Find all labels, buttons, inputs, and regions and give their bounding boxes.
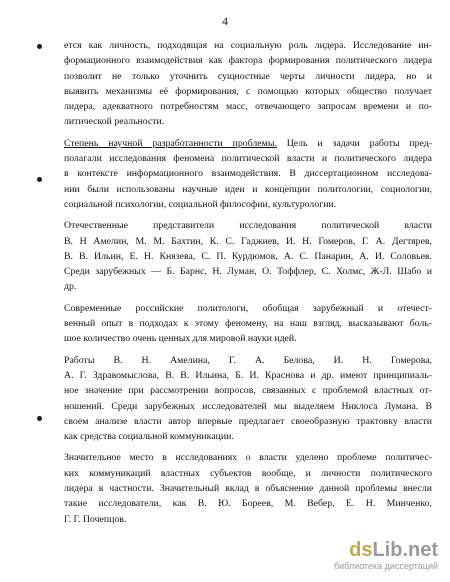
text-line: своем анализе власти автор впервые предлагает своеобразную трактовку власти	[64, 415, 432, 427]
text-line: как средства социальной коммуникации.	[64, 431, 234, 443]
text-line: В. В. Ильин, Е. Н. Князева, С. П. Курдюмов, А. С. Панарин, А. И. Соловьев.	[64, 250, 432, 262]
dslib-watermark	[318, 540, 438, 572]
text-line: ких коммуникаций властных субъектов вообще, и личности политического	[64, 467, 432, 479]
dslib-logo: dsLib.net	[349, 539, 438, 561]
text-line: в контексте информационного взаимодействия. В диссертационном исследова-	[64, 168, 432, 180]
text-line: социальной психологии, социальной философии, культурологии.	[64, 198, 337, 210]
margin-dot	[37, 416, 42, 421]
text-line: В. Н Амелин, М. М. Бахтин, К. С. Гаджиев, И. Н. Гомеров, Г. А. Дегтярев,	[64, 235, 432, 247]
text-line: формационного взаимодействия как фактора формирования политического лидера	[64, 55, 432, 67]
text-line: Современные российские политологи, обобщая зарубежный и отечест-	[64, 302, 432, 314]
line-text: Цель и задачи работы пред-	[276, 137, 432, 149]
text-line: Среди зарубежных — Б. Барнс, Н. Луман, О. Тоффлер, С. Холмс, Ж-Л. Шабо и	[64, 266, 432, 278]
page-number: 4	[222, 14, 228, 28]
text-line: выявить механизмы её формирования, с помощью которых общество получает	[64, 85, 432, 97]
text-line: др.	[64, 281, 77, 293]
text-line: ношений. Среди зарубежных исследователей мы выделяем Никлоса Лумана. В	[64, 400, 432, 412]
text-line: ное значение при рассмотрении вопросов, связанных с проблемой властных от-	[64, 385, 432, 397]
text-line: ется как личность, подходящая на социальную роль лидера. Исследование ин-	[64, 40, 432, 51]
text-line: Значительное место в исследованиях о власти уделено проблеме политичес-	[64, 452, 432, 464]
text-line: венный опыт в подходах к этому феномену, на наш взгляд, высказывают боль-	[64, 318, 432, 330]
dslib-subtitle: библиотека диссертаций	[333, 561, 438, 571]
text-line: А. Г. Здравомыслова, В. В. Ильина, Б. И. Краснова и др. имеют принципиаль-	[64, 369, 432, 381]
text-line: такие исследователи, как В. Ю. Бореев, М. Вебер, Е. Н. Минченко,	[64, 498, 432, 510]
margin-dot	[37, 44, 42, 49]
text-line: Отечественные представители исследования политической власти	[64, 220, 432, 232]
text-line: шое количество очень ценных для мировой науки идей.	[64, 333, 297, 345]
text-line: Г. Г. Почепцов.	[64, 513, 127, 525]
text-line: позволит не только уточнить сущностные черты личности лидера, но и	[64, 70, 432, 82]
document-body	[64, 38, 432, 527]
text-line: Работы В. Н. Амелина, Г. А. Белова, И. Н. Гомерова,	[64, 354, 432, 366]
underlined-heading: Степень научной разработанности проблемы.	[64, 137, 277, 149]
text-line	[64, 136, 432, 151]
text-line: полагали исследования феномена политической власти и политического лидера	[64, 153, 432, 165]
text-line: литической реальности.	[64, 116, 165, 128]
text-line: нии были использованы научные идеи и концепции политологии, социологии,	[64, 183, 432, 195]
margin-dot	[37, 177, 42, 182]
text-line: лидера, адекватного потребностям масс, отвечающего запросам времени и по-	[64, 101, 432, 113]
text-line: лидера в частности. Значительный вклад в объяснение данной проблемы внесли	[64, 483, 432, 495]
